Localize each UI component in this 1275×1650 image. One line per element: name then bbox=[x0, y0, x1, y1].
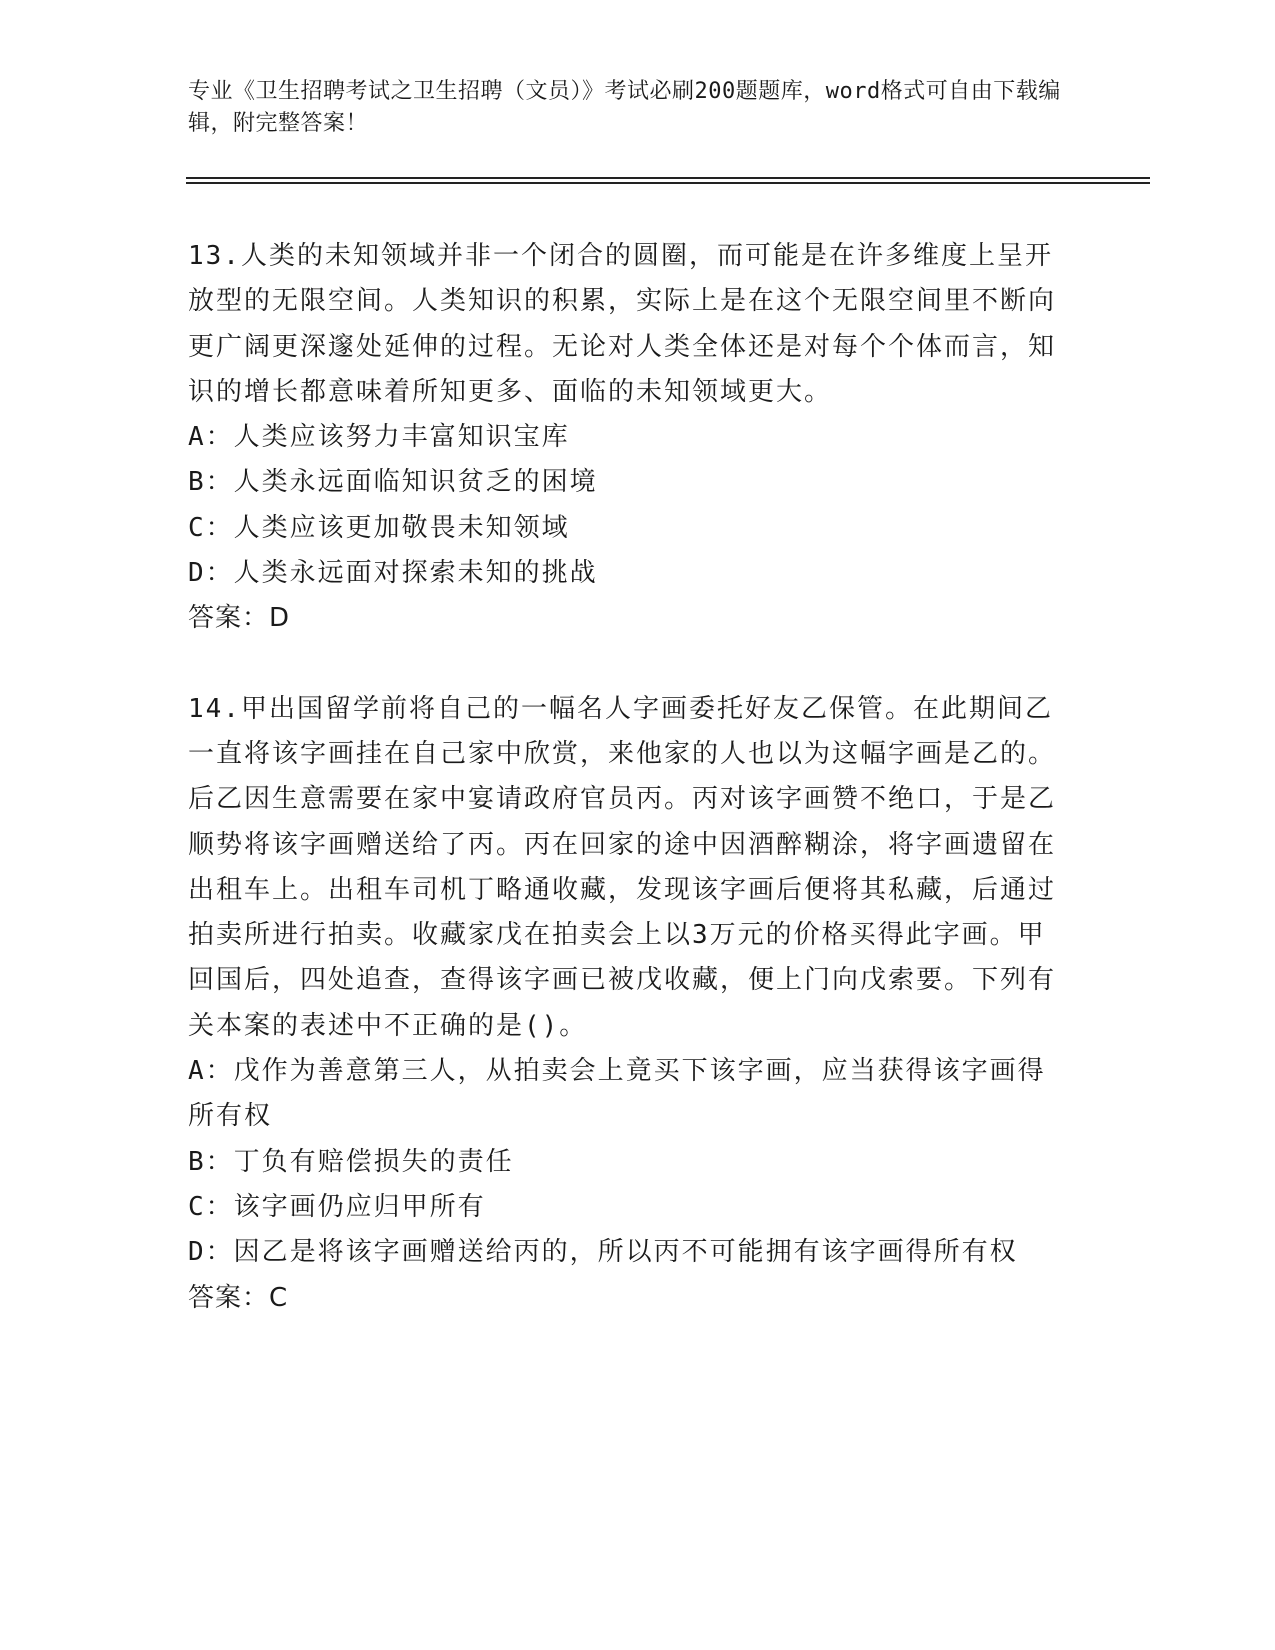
option-d: D：因乙是将该字画赠送给丙的，所以丙不可能拥有该字画得所有权 bbox=[188, 1237, 1018, 1268]
option-b: B：丁负有赔偿损失的责任 bbox=[188, 1146, 514, 1177]
question-13 bbox=[188, 234, 1068, 642]
question-14 bbox=[188, 687, 1068, 1321]
header-divider-top bbox=[186, 177, 1150, 179]
header-divider-bottom bbox=[186, 182, 1150, 184]
question-text: 14.甲出国留学前将自己的一幅名人字画委托好友乙保管。在此期间乙一直将该字画挂在自己家中欣赏，来他家的人也以为这幅字画是乙的。后乙因生意需要在家中宴请政府官员丙。丙对该字画赞不绝口，于是乙顺势将该字画赠送给了丙。丙在回家的途中因酒醉糊涂，将字画遗留在出租车上。出租车司机丁略通收藏，发现该字画后便将其私藏，后通过拍卖所进行拍卖。收藏家戊在拍卖会上以3万元的价格买得此字画。甲回国后，四处追查，查得该字画已被戊收藏，便上门向戊索要。下列有关本案的表述中不正确的是()。 bbox=[188, 693, 1057, 1041]
option-c: C：该字画仍应归甲所有 bbox=[188, 1191, 486, 1222]
answer: 答案：C bbox=[188, 1282, 289, 1313]
option-a: A：戊作为善意第三人，从拍卖会上竟买下该字画，应当获得该字画得所有权 bbox=[188, 1056, 1046, 1132]
question-list bbox=[188, 234, 1068, 1366]
option-c: C：人类应该更加敬畏未知领域 bbox=[188, 512, 570, 543]
option-a: A：人类应该努力丰富知识宝库 bbox=[188, 422, 570, 453]
option-b: B：人类永远面临知识贫乏的困境 bbox=[188, 467, 598, 498]
question-text: 13.人类的未知领域并非一个闭合的圆圈，而可能是在许多维度上呈开放型的无限空间。人类知识的积累，实际上是在这个无限空间里不断向更广阔更深邃处延伸的过程。无论对人类全体还是对每个个体而言，知识的增长都意味着所知更多、面临的未知领域更大。 bbox=[188, 241, 1057, 407]
answer: 答案：D bbox=[188, 603, 291, 634]
document-header: 专业《卫生招聘考试之卫生招聘（文员）》考试必刷200题题库，word格式可自由下载编辑，附完整答案！ bbox=[188, 79, 1061, 136]
option-d: D：人类永远面对探索未知的挑战 bbox=[188, 558, 598, 589]
